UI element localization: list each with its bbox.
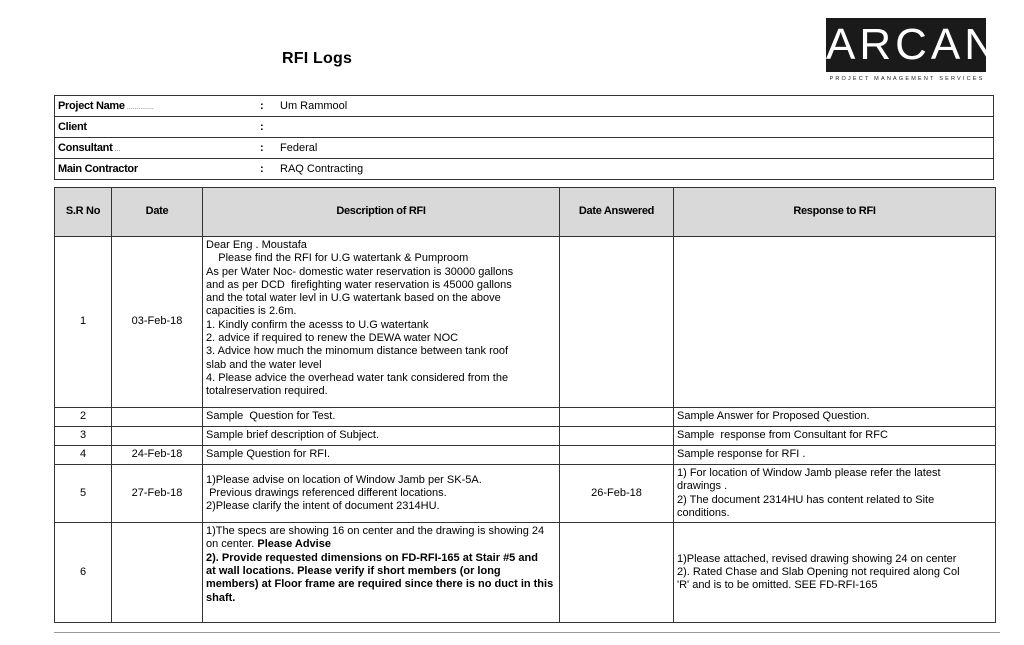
response-cell — [674, 465, 996, 523]
description-line: 4. Please advice the overhead water tank considered from the — [206, 371, 509, 384]
description-line: As per Water Noc- domestic water reservation is 30000 gallons — [206, 265, 514, 278]
description-emphasis: Please Advise — [254, 538, 331, 551]
date-answered-cell — [560, 523, 674, 623]
description-line: Dear Eng . Moustafa — [206, 239, 307, 251]
sr-no-cell: 3 — [55, 427, 112, 446]
description-line: slab and the water level — [206, 358, 322, 371]
response-line: 1) For location of Window Jamb please refer the latest — [677, 467, 941, 479]
sr-no-cell: 2 — [55, 408, 112, 427]
description-line: 1. Kindly confirm the acesss to U.G watertank — [206, 318, 429, 331]
sr-no-cell: 6 — [55, 523, 112, 623]
date-cell — [112, 408, 203, 427]
colon: : — [257, 138, 277, 159]
date-answered-cell — [560, 446, 674, 465]
description-line: Previous drawings referenced different locations. — [206, 486, 447, 499]
date-answered-cell: 26-Feb-18 — [560, 465, 674, 523]
project-name-value: Um Rammool — [277, 96, 994, 117]
client-label: Client — [55, 117, 258, 138]
colon: : — [257, 96, 277, 117]
colon: : — [257, 159, 277, 180]
description-line: capacities is 2.6m. — [206, 305, 297, 318]
response-line: 2) The document 2314HU has content related to Site — [677, 493, 935, 506]
main-contractor-row — [55, 159, 994, 180]
project-info-table — [54, 95, 994, 180]
table-header-row — [55, 188, 996, 237]
consultant-value: Federal — [277, 138, 994, 159]
column-header-sr-no: S.R No — [55, 188, 112, 237]
response-line: 1)Please attached, revised drawing showing 24 on center — [677, 552, 957, 565]
description-cell — [203, 465, 560, 523]
response-line: conditions. — [677, 506, 730, 519]
table-row — [55, 446, 996, 465]
main-contractor-label: Main Contractor — [55, 159, 258, 180]
table-row — [55, 465, 996, 523]
page-title: RFI Logs — [282, 50, 353, 67]
date-cell: 24-Feb-18 — [112, 446, 203, 465]
column-header-date-answered: Date Answered — [560, 188, 674, 237]
description-line: 2. advice if required to renew the DEWA water NOC — [206, 332, 459, 345]
description-cell — [203, 446, 560, 465]
date-answered-cell — [560, 427, 674, 446]
table-row — [55, 523, 996, 623]
column-header-description: Description of RFI — [203, 188, 560, 237]
response-line: Sample response for RFI . — [677, 448, 806, 461]
response-line: drawings . — [677, 480, 728, 493]
description-line: 2). Provide requested dimensions on FD-RFI-165 at Stair #5 and — [206, 551, 538, 564]
description-line: shaft. — [206, 591, 236, 604]
response-cell — [674, 446, 996, 465]
date-answered-cell — [560, 408, 674, 427]
response-cell — [674, 523, 996, 623]
consultant-label: Consultant — [58, 142, 113, 154]
description-line: and as per DCD firefighting water reservation is 45000 gallons — [206, 278, 512, 291]
sr-no-cell: 5 — [55, 465, 112, 523]
description-cell — [203, 408, 560, 427]
description-line: Sample brief description of Subject. — [206, 429, 380, 442]
sr-no-cell: 1 — [55, 237, 112, 408]
response-cell — [674, 408, 996, 427]
client-value — [277, 117, 994, 138]
response-line: Sample Answer for Proposed Question. — [677, 410, 870, 423]
description-line: Sample Question for RFI. — [206, 448, 331, 461]
description-line: and the total water levl in U.G watertank based on the above — [206, 292, 501, 305]
description-line: at wall locations. Please verify if short members (or long — [206, 565, 501, 578]
main-contractor-value: RAQ Contracting — [277, 159, 994, 180]
description-cell — [203, 237, 560, 408]
description-cell — [203, 427, 560, 446]
project-name-label: Project Name — [58, 100, 125, 112]
table-row — [55, 408, 996, 427]
page-bottom-rule — [54, 632, 1000, 633]
leader-dots: ... — [112, 144, 121, 153]
project-name-row — [55, 96, 994, 117]
response-cell — [674, 237, 996, 408]
sr-no-cell: 4 — [55, 446, 112, 465]
description-cell — [203, 523, 560, 623]
description-line: 2)Please clarify the intent of document 2314HU. — [206, 500, 440, 513]
description-text: 1)The specs are showing 16 on center and the drawing is showing 24 on center. — [206, 525, 545, 551]
logo-subtitle: PROJECT MANAGEMENT SERVICES — [829, 76, 985, 82]
response-line: 2). Rated Chase and Slab Opening not required along Col — [677, 566, 960, 579]
rfi-log-table — [54, 187, 996, 623]
description-line: Sample Question for Test. — [206, 410, 336, 423]
description-line: 1)Please advise on location of Window Jamb per SK-5A. — [206, 473, 482, 486]
response-line: Sample response from Consultant for RFC — [677, 429, 888, 442]
company-logo — [826, 18, 1001, 86]
consultant-row — [55, 138, 994, 159]
description-line: Please find the RFI for U.G watertank & Pumproom — [206, 252, 469, 265]
response-line: 'R' and is to be omitted. SEE FD-RFI-165 — [677, 579, 878, 592]
description-line: totalreservation required. — [206, 385, 328, 398]
response-cell — [674, 427, 996, 446]
date-cell: 27-Feb-18 — [112, 465, 203, 523]
column-header-response: Response to RFI — [674, 188, 996, 237]
rfi-rows — [55, 237, 996, 623]
date-cell — [112, 427, 203, 446]
description-line: members) at Floor frame are required since there is no duct in this — [206, 578, 554, 591]
table-row — [55, 427, 996, 446]
colon: : — [257, 117, 277, 138]
date-cell: 03-Feb-18 — [112, 237, 203, 408]
leader-dots: .............. — [124, 102, 154, 111]
description-line: 3. Advice how much the minomum distance between tank roof — [206, 345, 509, 358]
column-header-date: Date — [112, 188, 203, 237]
date-answered-cell — [560, 237, 674, 408]
client-row — [55, 117, 994, 138]
table-row — [55, 237, 996, 408]
date-cell — [112, 523, 203, 623]
logo-wordmark: ARCAN — [826, 18, 986, 72]
